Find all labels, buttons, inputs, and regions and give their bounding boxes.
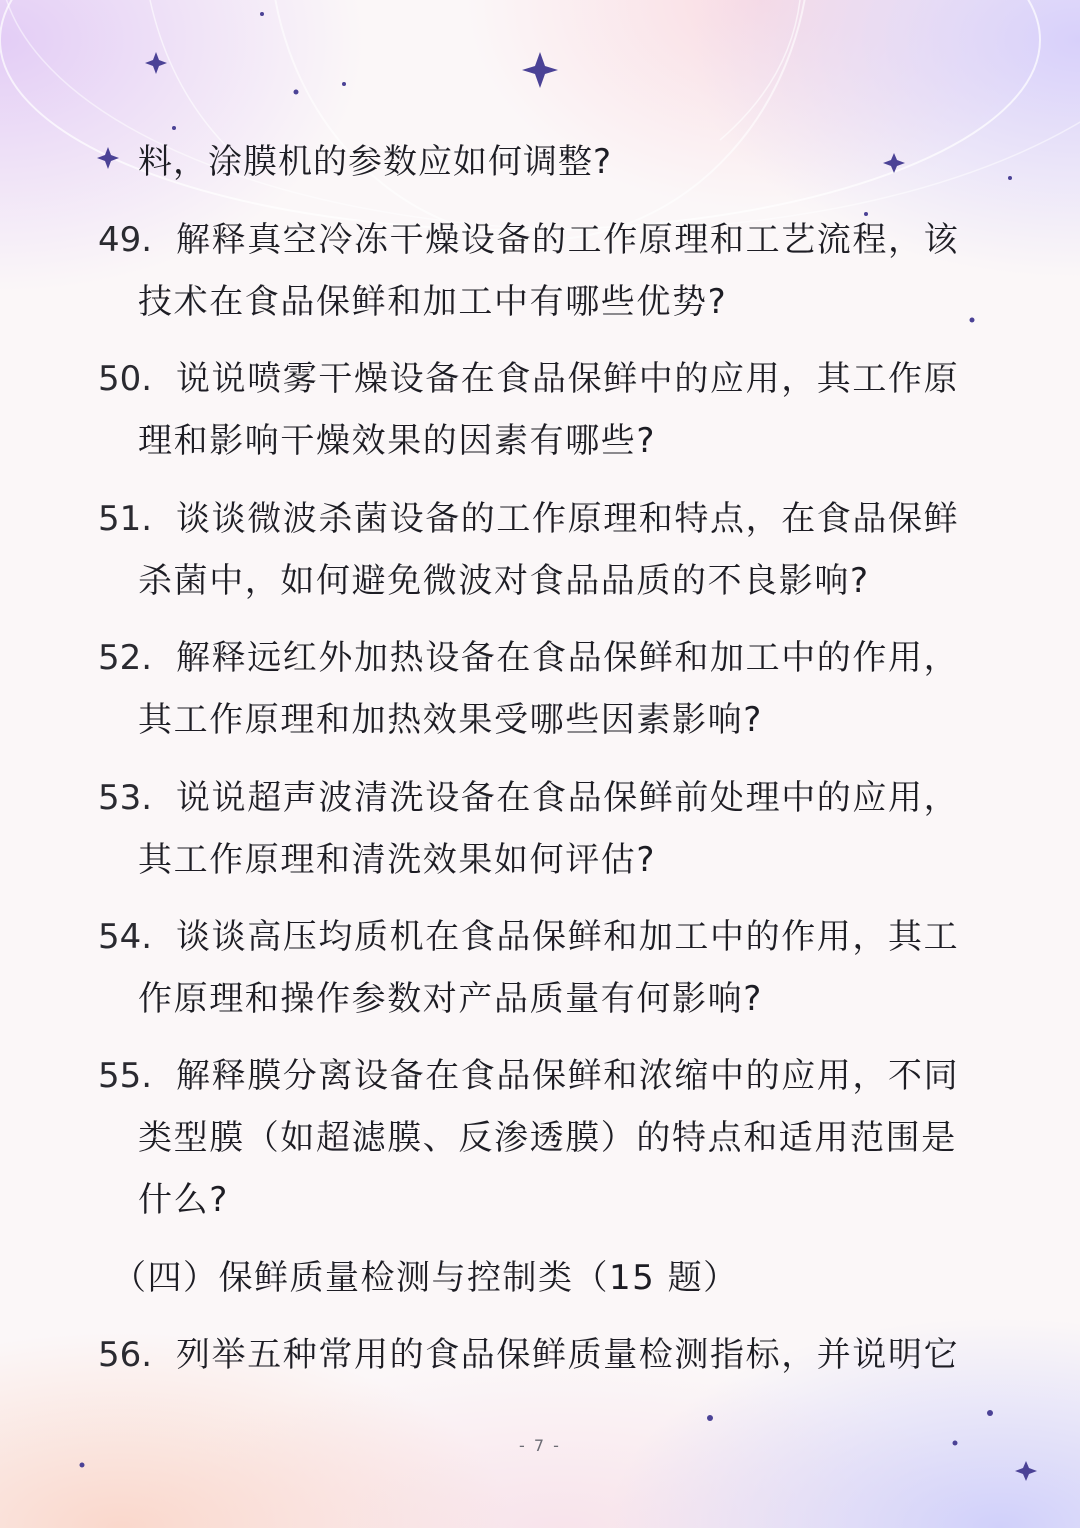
question-text-line: 谈谈微波杀菌设备的工作原理和特点，在食品保鲜 (176, 499, 960, 539)
question-text-line: 作原理和操作参数对产品质量有何影响? (138, 979, 763, 1019)
question-text-line: 其工作原理和加热效果受哪些因素影响? (138, 700, 763, 740)
question-text-line: 什么? (138, 1180, 229, 1220)
question-number: 49. (98, 220, 153, 260)
question-number: 53. (98, 778, 153, 818)
question-text-line: 技术在食品保鲜和加工中有哪些优势? (138, 282, 728, 322)
question-text-line: 说说喷雾干燥设备在食品保鲜中的应用，其工作原 (176, 359, 960, 399)
question-number: 50. (98, 359, 153, 399)
question-text-line: 其工作原理和清洗效果如何评估? (138, 840, 657, 880)
question-text-line: 理和影响干燥效果的因素有哪些? (138, 421, 657, 461)
question-text-line: 解释真空冷冻干燥设备的工作原理和工艺流程，该 (176, 220, 960, 260)
question-text-line: 解释膜分离设备在食品保鲜和浓缩中的应用，不同 (176, 1056, 960, 1096)
question-text-line: 谈谈高压均质机在食品保鲜和加工中的作用，其工 (176, 917, 960, 957)
question-text-line: 解释远红外加热设备在食品保鲜和加工中的作用， (176, 638, 960, 678)
question-number: 55. (98, 1056, 153, 1096)
question-number: 54. (98, 917, 153, 957)
question-number: 51. (98, 499, 153, 539)
question-text-line: 列举五种常用的食品保鲜质量检测指标，并说明它 (176, 1335, 960, 1375)
question-text-line: 杀菌中，如何避免微波对食品品质的不良影响? (138, 561, 870, 601)
section-heading: （四）保鲜质量检测与控制类（15 题） (112, 1258, 739, 1298)
question-text-line: 说说超声波清洗设备在食品保鲜前处理中的应用， (176, 778, 960, 818)
question-number: 52. (98, 638, 153, 678)
page-number: - 7 - (519, 1436, 561, 1455)
question-number: 56. (98, 1335, 153, 1375)
previous-question-continuation: 料，涂膜机的参数应如何调整? (138, 142, 613, 182)
question-text-line: 类型膜（如超滤膜、反渗透膜）的特点和适用范围是 (138, 1118, 957, 1158)
